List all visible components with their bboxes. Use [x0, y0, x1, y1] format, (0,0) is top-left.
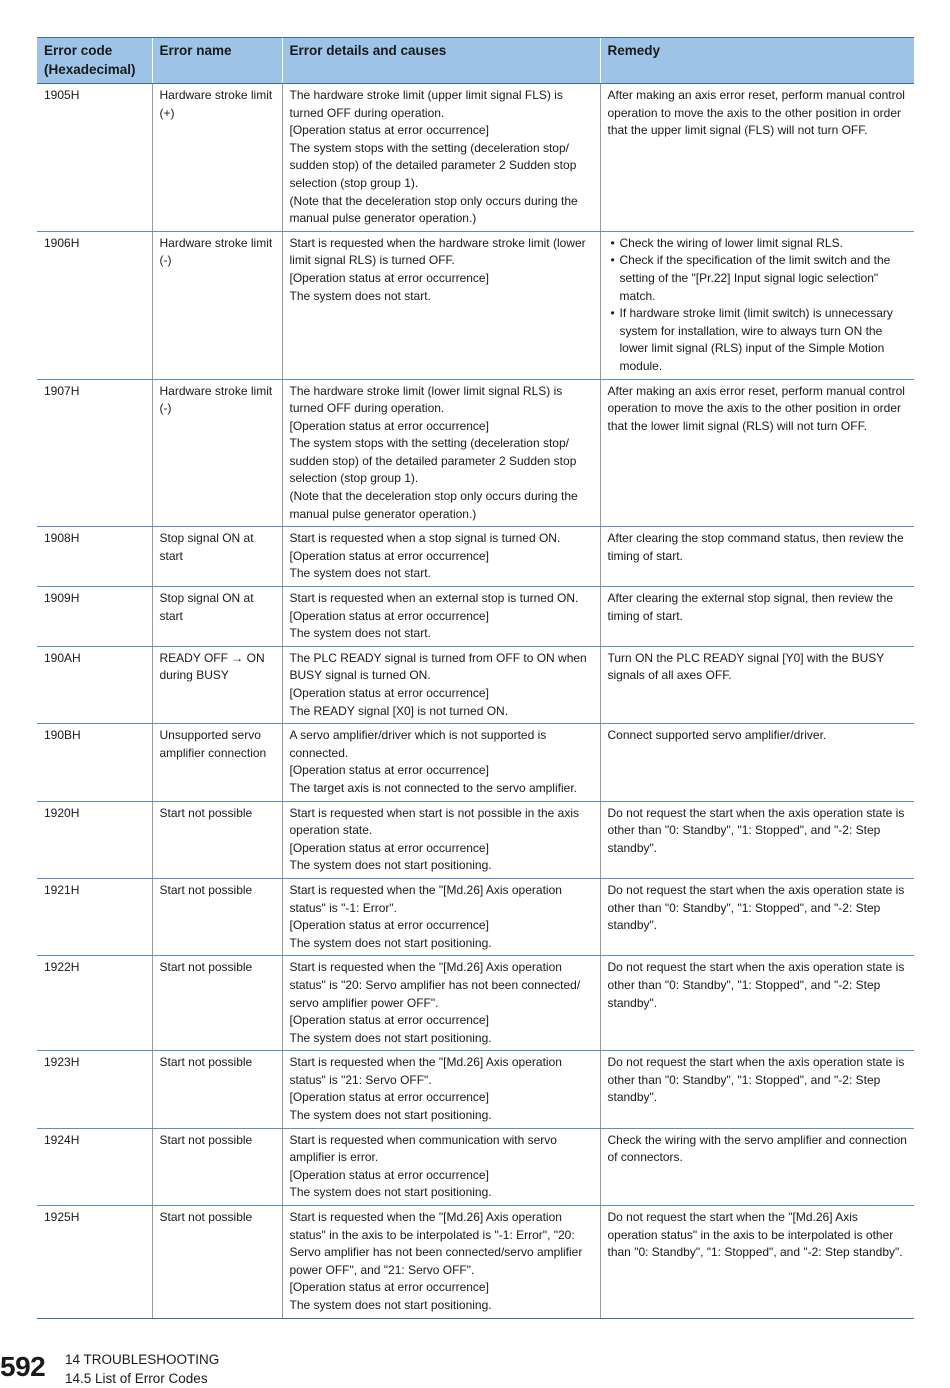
details-line: The READY signal [X0] is not turned ON.: [289, 703, 509, 718]
error-code-cell: 190BH: [37, 724, 152, 801]
remedy-bullet-list: [608, 235, 908, 376]
remedy-line: Do not request the start when the axis operation state is other than "0: Standby", "1: Stopped", and "-2: Step standby".: [607, 805, 905, 855]
error-name-cell: Hardware stroke limit (-): [152, 231, 282, 379]
header-error-name: Error name: [152, 38, 282, 84]
table-body: [37, 84, 914, 1319]
error-code-cell: 1907H: [37, 379, 152, 527]
error-name-cell: Start not possible: [152, 878, 282, 955]
header-remedy: Remedy: [600, 38, 914, 84]
error-code-cell: 1920H: [37, 801, 152, 878]
section-title: 14.5 List of Error Codes: [65, 1371, 208, 1386]
error-code-table: [37, 37, 914, 1319]
remedy-cell: [600, 587, 914, 647]
details-line: The target axis is not connected to the servo amplifier.: [289, 780, 577, 795]
remedy-line: After clearing the stop command status, then review the timing of start.: [607, 531, 904, 563]
error-name-cell: Hardware stroke limit (+): [152, 84, 282, 232]
error-name-cell: Hardware stroke limit (-): [152, 379, 282, 527]
error-details-cell: [282, 84, 600, 232]
remedy-cell: [600, 527, 914, 587]
error-code-cell: 1923H: [37, 1051, 152, 1128]
error-name-cell: Start not possible: [152, 1206, 282, 1319]
error-code-cell: 1922H: [37, 956, 152, 1051]
table-row: [37, 1206, 914, 1319]
error-name-cell: READY OFF → ON during BUSY: [152, 646, 282, 723]
table-row: [37, 956, 914, 1051]
remedy-line: Do not request the start when the axis operation state is other than "0: Standby", "1: Stopped", and "-2: Step standby".: [607, 960, 905, 1010]
error-details-cell: [282, 724, 600, 801]
remedy-cell: [600, 231, 914, 379]
remedy-cell: [600, 84, 914, 232]
details-line: The system does not start positioning.: [289, 935, 492, 950]
details-line: Start is requested when the "[Md.26] Axis operation status" in the axis to be interpolated is "-1: Error", "20: Servo amplifier has not been connected/servo amplifier power OFF", and "21: Servo OFF".: [289, 1210, 583, 1277]
remedy-cell: [600, 801, 914, 878]
error-code-table-container: [37, 37, 914, 1319]
error-code-cell: 1925H: [37, 1206, 152, 1319]
details-line: [Operation status at error occurrence]: [289, 1167, 489, 1182]
details-line: Start is requested when the hardware stroke limit (lower limit signal RLS) is turned OFF.: [289, 235, 586, 268]
details-line: Start is requested when the "[Md.26] Axis operation status" is "20: Servo amplifier has not been connected/ servo amplifier power OFF".: [289, 960, 581, 1010]
error-name-cell: Stop signal ON at start: [152, 587, 282, 647]
details-line: Start is requested when communication with servo amplifier is error.: [289, 1132, 557, 1165]
details-line: The hardware stroke limit (upper limit signal FLS) is turned OFF during operation.: [289, 88, 563, 120]
details-line: A servo amplifier/driver which is not supported is connected.: [289, 728, 547, 760]
table-row: [37, 84, 914, 232]
error-details-cell: [282, 587, 600, 647]
details-line: The system does not start positioning.: [289, 1185, 492, 1200]
details-line: The hardware stroke limit (lower limit signal RLS) is turned OFF during operation.: [289, 383, 563, 416]
remedy-bullet-item: • Check if the specification of the limit switch and the setting of the "[Pr.22] Input signal logic selection" match.: [608, 252, 908, 305]
details-line: [Operation status at error occurrence]: [289, 123, 489, 138]
error-code-cell: 1908H: [37, 527, 152, 587]
remedy-line: Do not request the start when the axis operation state is other than "0: Standby", "1: Stopped", and "-2: Step standby".: [607, 1055, 905, 1105]
error-details-cell: [282, 1128, 600, 1205]
remedy-line: Turn ON the PLC READY signal [Y0] with the BUSY signals of all axes OFF.: [607, 650, 885, 683]
error-code-cell: 1905H: [37, 84, 152, 232]
details-line: (Note that the deceleration stop only occurs during the manual pulse generator operation.): [289, 489, 578, 521]
error-code-cell: 1924H: [37, 1128, 152, 1205]
remedy-line: Do not request the start when the axis operation state is other than "0: Standby", "1: Stopped", and "-2: Step standby".: [607, 882, 905, 933]
details-line: The system does not start positioning.: [289, 1108, 492, 1123]
header-error-code: Error code (Hexadecimal): [37, 38, 152, 84]
details-line: [Operation status at error occurrence]: [289, 1280, 489, 1295]
details-line: The system does not start.: [289, 626, 431, 641]
error-details-cell: [282, 878, 600, 955]
remedy-cell: [600, 956, 914, 1051]
error-details-cell: [282, 379, 600, 527]
error-code-cell: 1921H: [37, 878, 152, 955]
error-details-cell: [282, 1051, 600, 1128]
details-line: [Operation status at error occurrence]: [289, 1090, 489, 1105]
details-line: [Operation status at error occurrence]: [289, 918, 489, 933]
table-row: [37, 231, 914, 379]
details-line: Start is requested when an external stop is turned ON.: [289, 591, 579, 606]
details-line: The system does not start positioning.: [289, 1030, 492, 1045]
details-line: [Operation status at error occurrence]: [289, 686, 489, 700]
error-details-cell: [282, 231, 600, 379]
table-row: [37, 527, 914, 587]
remedy-line: Connect supported servo amplifier/driver.: [607, 728, 827, 743]
details-line: The system does not start.: [289, 566, 431, 581]
error-details-cell: [282, 646, 600, 723]
remedy-cell: [600, 878, 914, 955]
header-error-details: Error details and causes: [282, 38, 600, 84]
error-details-cell: [282, 801, 600, 878]
table-row: [37, 587, 914, 647]
table-row: [37, 1128, 914, 1205]
error-name-cell: Start not possible: [152, 956, 282, 1051]
remedy-cell: [600, 724, 914, 801]
table-row: [37, 878, 914, 955]
header-row: [37, 38, 914, 84]
error-name-cell: Start not possible: [152, 1128, 282, 1205]
table-row: [37, 646, 914, 723]
remedy-line: After making an axis error reset, perform manual control operation to move the axis to the other position in order that the upper limit signal (FLS) will not turn OFF.: [607, 88, 905, 138]
error-code-cell: 190AH: [37, 646, 152, 723]
table-row: [37, 1051, 914, 1128]
error-details-cell: [282, 956, 600, 1051]
remedy-line: Check the wiring with the servo amplifier and connection of connectors.: [607, 1132, 907, 1165]
remedy-bullet-item: • If hardware stroke limit (limit switch) is unnecessary system for installation, wire to always turn ON the lower limit signal (RLS) input of the Simple Motion module.: [608, 305, 908, 375]
page-number: 592: [0, 1351, 46, 1382]
error-name-cell: Unsupported servo amplifier connection: [152, 724, 282, 801]
table-header: [37, 38, 914, 84]
details-line: The PLC READY signal is turned from OFF to ON when BUSY signal is turned ON.: [289, 650, 587, 683]
remedy-bullet-item: • Check the wiring of lower limit signal RLS.: [608, 235, 908, 253]
error-name-cell: Stop signal ON at start: [152, 527, 282, 587]
error-name-cell: Start not possible: [152, 801, 282, 878]
remedy-cell: [600, 1206, 914, 1319]
details-line: [Operation status at error occurrence]: [289, 763, 489, 778]
details-line: The system does not start.: [289, 288, 431, 303]
remedy-cell: [600, 379, 914, 527]
details-line: Start is requested when the "[Md.26] Axis operation status" is "-1: Error".: [289, 882, 562, 915]
details-line: The system stops with the setting (deceleration stop/ sudden stop) of the detailed parameter 2 Sudden stop selection (stop group 1).: [289, 436, 577, 486]
details-line: Start is requested when start is not possible in the axis operation state.: [289, 805, 579, 838]
details-line: [Operation status at error occurrence]: [289, 418, 489, 433]
error-details-cell: [282, 527, 600, 587]
remedy-cell: [600, 1128, 914, 1205]
details-line: The system does not start positioning.: [289, 858, 492, 873]
chapter-title: 14 TROUBLESHOOTING: [65, 1352, 220, 1367]
details-line: Start is requested when the "[Md.26] Axis operation status" is "21: Servo OFF".: [289, 1055, 562, 1087]
page-footer: [0, 1348, 950, 1388]
details-line: [Operation status at error occurrence]: [289, 548, 489, 563]
table-row: [37, 801, 914, 878]
details-line: The system stops with the setting (deceleration stop/ sudden stop) of the detailed parameter 2 Sudden stop selection (stop group 1).: [289, 140, 577, 190]
details-line: [Operation status at error occurrence]: [289, 270, 489, 285]
remedy-line: After making an axis error reset, perform manual control operation to move the axis to the other position in order that the lower limit signal (RLS) will not turn OFF.: [607, 383, 905, 433]
remedy-line: Do not request the start when the "[Md.26] Axis operation status" in the axis to be interpolated is other than "0: Standby", "1: Stopped", and "-2: Step standby".: [607, 1210, 903, 1260]
error-details-cell: [282, 1206, 600, 1319]
remedy-cell: [600, 646, 914, 723]
remedy-cell: [600, 1051, 914, 1128]
remedy-line: After clearing the external stop signal, then review the timing of start.: [607, 591, 893, 623]
table-row: [37, 724, 914, 801]
details-line: (Note that the deceleration stop only occurs during the manual pulse generator operation.): [289, 193, 578, 226]
details-line: The system does not start positioning.: [289, 1298, 492, 1312]
error-code-cell: 1909H: [37, 587, 152, 647]
error-code-cell: 1906H: [37, 231, 152, 379]
error-name-cell: Start not possible: [152, 1051, 282, 1128]
details-line: [Operation status at error occurrence]: [289, 1013, 489, 1028]
table-row: [37, 379, 914, 527]
details-line: [Operation status at error occurrence]: [289, 840, 489, 855]
details-line: [Operation status at error occurrence]: [289, 608, 489, 623]
details-line: Start is requested when a stop signal is turned ON.: [289, 531, 561, 546]
